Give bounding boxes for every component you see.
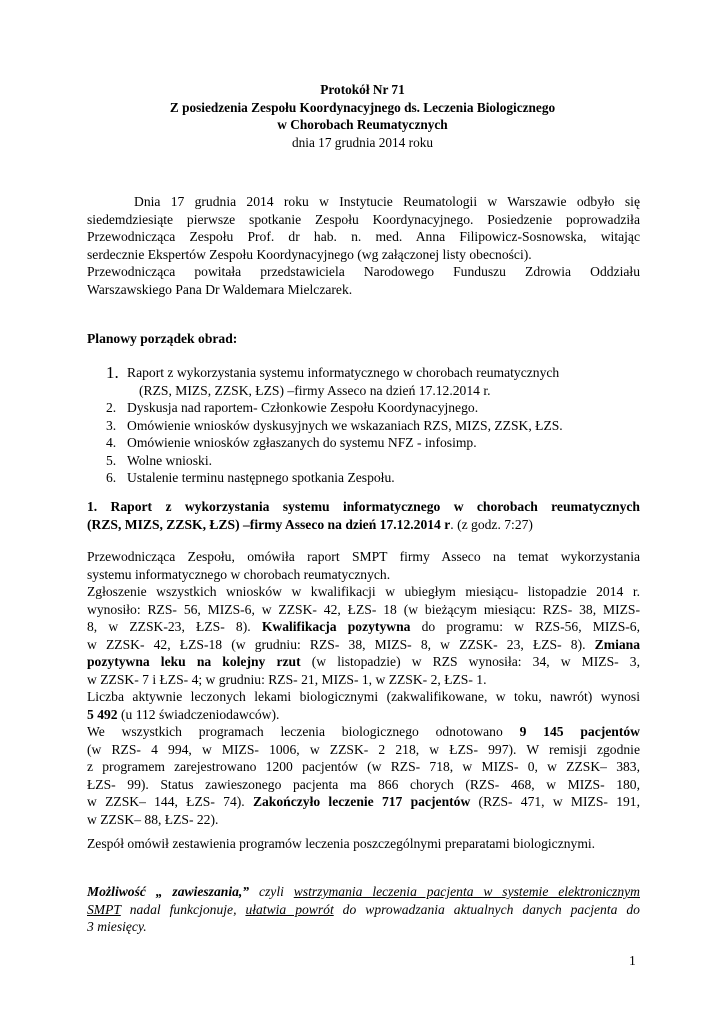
programs-paragraph: Zespół omówił zestawienia programów leczenia poszczególnymi preparatami biologicznymi. (87, 836, 596, 851)
agenda-item (106, 452, 640, 470)
intro-line: Warszawskiego Pana Dr Waldemara Mielczarek. (87, 281, 353, 297)
agenda-item-continuation: (RZS, MIZS, ZZSK, ŁZS) –firmy Asseco na dzień 17.12.2014 r. (139, 382, 491, 398)
page-number: 1 (629, 953, 636, 968)
report-line: Zgłoszenie wszystkich wniosków w kwalifikacji w ubiegłym miesiącu- listopadzie 2014 r. (87, 584, 640, 599)
document-header (0, 81, 725, 151)
agenda-item-text: Omówienie wniosków dyskusyjnych we wskazaniach RZS, MIZS, ZZSK, ŁZS. (127, 417, 563, 433)
report-line: wynosiło: RZS- 56, MIZS-6, w ZZSK- 42, ŁZS- 18 (w bieżącym miesiącu: RZS- 38, MIZS- (87, 601, 640, 617)
agenda-item-number: 3. (106, 417, 117, 433)
report-line: Przewodnicząca Zespołu, omówiła raport SMPT firmy Asseco na temat wykorzystania (87, 549, 640, 564)
intro-line: Przewodnicząca Zespołu Prof. dr hab. n. med. Anna Filipowicz-Sosnowska, witając (87, 229, 640, 244)
agenda-item (106, 399, 640, 417)
agenda-item-text: Raport z wykorzystania systemu informatycznego w chorobach reumatycznych (127, 365, 560, 380)
report-line: z programem zarejestrowano 1200 pacjentów (w RZS- 718, w MIZS- 0, w ZZSK– 383, (87, 759, 640, 774)
section-heading-time: . (z godz. 7:27) (450, 516, 533, 532)
agenda-item-number: 5. (106, 452, 117, 468)
protocol-number: Protokół Nr 71 (320, 82, 405, 97)
suspension-note: Możliwość „ zawieszania,” czyli wstrzymania leczenia pacjenta w systemie elektronicznym SMPT nadal funkcjonuje, ułatwia powrót do wprowadzania aktualnych danych pacjenta do 3 miesięcy. (87, 884, 640, 934)
agenda-item (106, 364, 640, 382)
report-line: pozytywna leku na kolejny rzut (w listopadzie) w RZS wynosiła: 34, w MIZS- 3, (87, 654, 640, 669)
agenda-item-number: 4. (106, 435, 117, 450)
section-heading-line: (RZS, MIZS, ZZSK, ŁZS) –firmy Asseco na dzień 17.12.2014 r (87, 516, 451, 532)
agenda-item-text: Dyskusja nad raportem- Członkowie Zespołu Koordynacyjnego. (127, 400, 479, 415)
agenda-item-number: 6. (106, 470, 117, 485)
report-line: w ZZSK- 42, ŁZS-18 (w grudniu: RZS- 38, MIZS- 8, w ZZSK- 23, ŁZS- 8). Zmiana (87, 636, 640, 652)
report-line: 5 492 (u 112 świadczeniodawców). (87, 706, 280, 722)
report-line: ŁZS- 99). Status zawieszonego pacjenta ma 866 chorych (RZS- 468, w MIZS- 180, (87, 776, 640, 792)
agenda-item-text: Wolne wnioski. (127, 452, 212, 468)
meeting-title: Z posiedzenia Zespołu Koordynacyjnego ds. Leczenia Biologicznego (169, 99, 556, 115)
section-heading-line: 1. Raport z wykorzystania systemu informatycznego w chorobach reumatycznych (87, 499, 640, 514)
report-line: 8, w ZZSK-23, ŁZS- 8). Kwalifikacja pozytywna do programu: w RZS-56, MIZS-6, (87, 619, 640, 634)
intro-line: siedemdziesiąte pierwsze spotkanie Zespołu Koordynacyjnego. Posiedzenie poprowadziła (87, 211, 640, 227)
agenda-item (106, 469, 640, 487)
agenda-title: Planowy porządek obrad: (87, 331, 238, 346)
intro-line: serdecznie Ekspertów Zespołu Koordynacyjnego (wg załączonej listy obecności). (87, 246, 532, 262)
report-line: We wszystkich programach leczenia biologicznego odnotowano 9 145 pacjentów (87, 724, 640, 739)
agenda-item-text: Omówienie wniosków zgłaszanych do systemu NFZ - infosimp. (127, 435, 477, 450)
agenda-list (106, 364, 640, 487)
intro-line: Przewodnicząca powitała przedstawiciela Narodowego Funduszu Zdrowia Oddziału (87, 264, 640, 279)
report-line: systemu informatycznego w chorobach reumatycznych. (87, 566, 391, 582)
intro-line: Dnia 17 grudnia 2014 roku w Instytucie Reumatologii w Warszawie odbyło się (134, 194, 640, 209)
section-heading (87, 498, 640, 533)
agenda-item-number: 2. (106, 400, 117, 415)
report-line: w ZZSK- 7 i ŁZS- 4; w grudniu: RZS- 21, MIZS- 1, w ZZSK- 2, ŁZS- 1. (87, 671, 487, 687)
report-line: (w RZS- 4 994, w MIZS- 1006, w ZZSK- 2 218, w ŁZS- 997). W remisji zgodnie (87, 741, 640, 757)
agenda-item (106, 417, 640, 435)
report-paragraph (87, 548, 640, 828)
report-line: w ZZSK– 144, ŁZS- 74). Zakończyło leczenie 717 pacjentów (RZS- 471, w MIZS- 191, (87, 794, 640, 809)
agenda-item-number: 1. (106, 363, 119, 382)
intro-paragraph (87, 193, 640, 298)
meeting-date: dnia 17 grudnia 2014 roku (291, 134, 434, 150)
meeting-subtitle: w Chorobach Reumatycznych (277, 117, 448, 132)
report-line: Liczba aktywnie leczonych lekami biologicznymi (zakwalifikowane, w toku, nawrót) wynosi (87, 689, 640, 704)
report-line: w ZZSK– 88, ŁZS- 22). (87, 811, 219, 827)
agenda-item-text: Ustalenie terminu następnego spotkania Zespołu. (127, 470, 395, 485)
agenda-item (106, 434, 640, 452)
